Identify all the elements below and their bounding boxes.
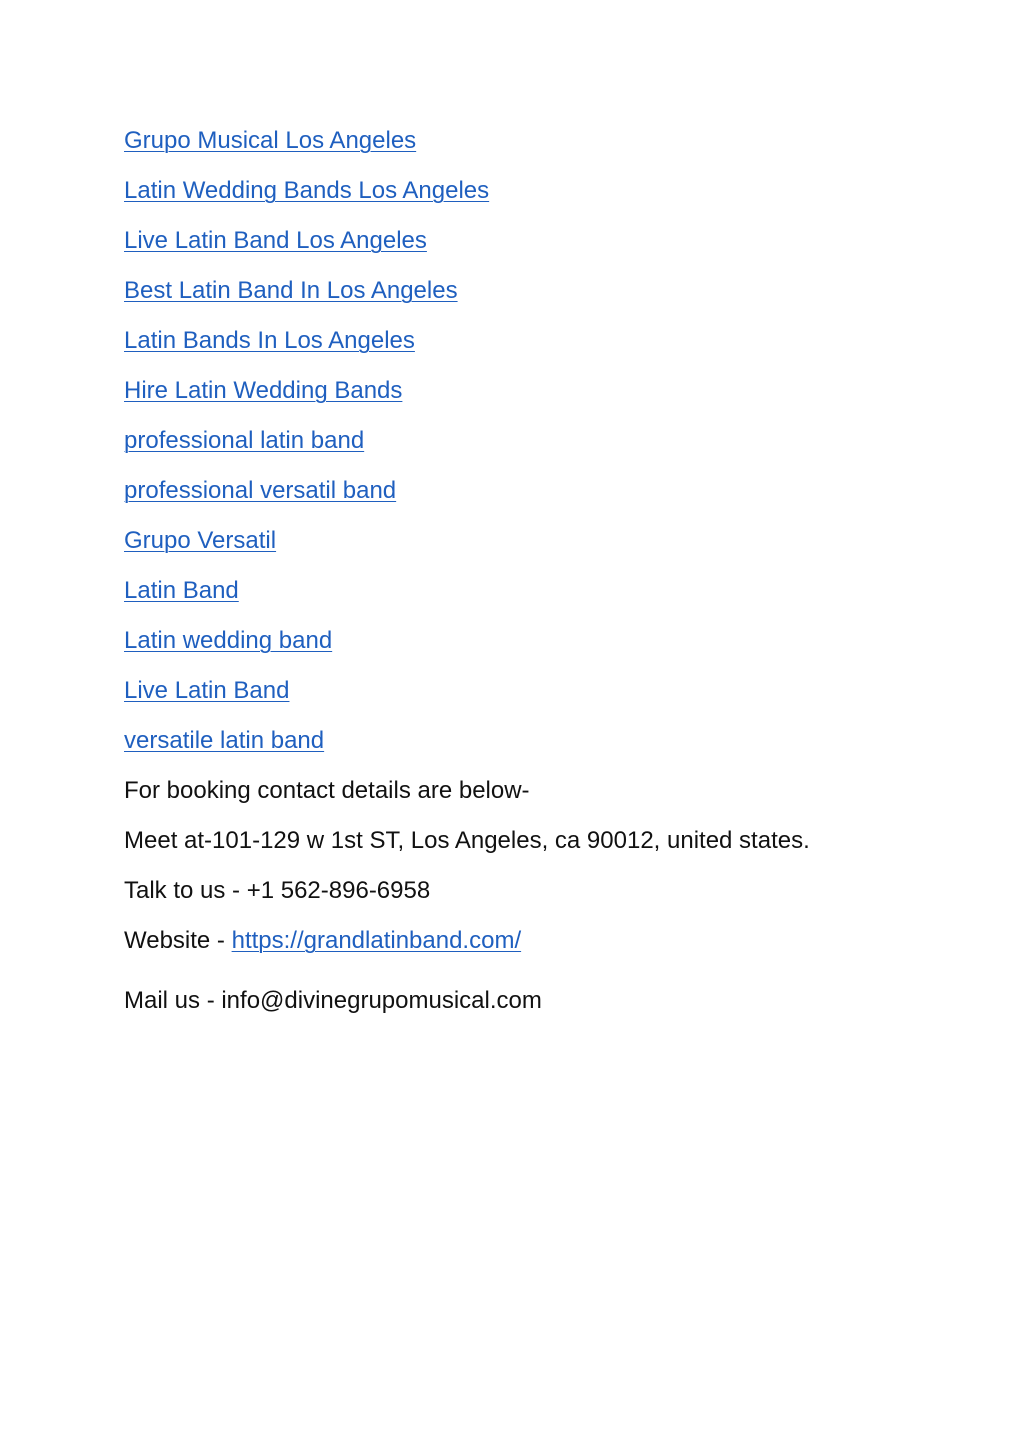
list-item [124,672,984,722]
booking-intro-text: For booking contact details are below- [124,777,530,804]
link-professional-versatil-band[interactable]: professional versatil band [124,477,397,504]
website-link[interactable]: https://grandlatinband.com/ [231,927,522,954]
list-item [124,572,984,622]
link-latin-band[interactable]: Latin Band [124,577,239,604]
link-grupo-musical-los-angeles[interactable]: Grupo Musical Los Angeles [124,127,417,154]
mail-text: Mail us - info@divinegrupomusical.com [124,987,542,1014]
list-item [124,372,984,422]
link-professional-latin-band[interactable]: professional latin band [124,427,365,454]
website-label: Website - [124,927,232,954]
phone-text: Talk to us - +1 562-896-6958 [124,877,431,904]
list-item [124,722,984,772]
link-live-latin-band[interactable]: Live Latin Band [124,677,290,704]
list-item [124,122,984,172]
keyword-link-list [124,122,984,772]
list-item [124,322,984,372]
list-item [124,472,984,522]
link-latin-bands-in-los-angeles[interactable]: Latin Bands In Los Angeles [124,327,415,354]
list-item [124,422,984,472]
list-item [124,222,984,272]
link-grupo-versatil[interactable]: Grupo Versatil [124,527,277,554]
link-latin-wedding-bands-los-angeles[interactable]: Latin Wedding Bands Los Angeles [124,177,490,204]
website-line [124,922,984,972]
list-item [124,272,984,322]
document-content [124,122,984,1032]
link-live-latin-band-los-angeles[interactable]: Live Latin Band Los Angeles [124,227,427,254]
address-text: Meet at-101-129 w 1st ST, Los Angeles, ca 90012, united states. [124,827,810,854]
link-best-latin-band-in-los-angeles[interactable]: Best Latin Band In Los Angeles [124,277,458,304]
list-item [124,622,984,672]
list-item [124,522,984,572]
link-hire-latin-wedding-bands[interactable]: Hire Latin Wedding Bands [124,377,403,404]
list-item [124,172,984,222]
contact-details [124,772,984,1032]
link-latin-wedding-band[interactable]: Latin wedding band [124,627,333,654]
link-versatile-latin-band[interactable]: versatile latin band [124,727,325,754]
